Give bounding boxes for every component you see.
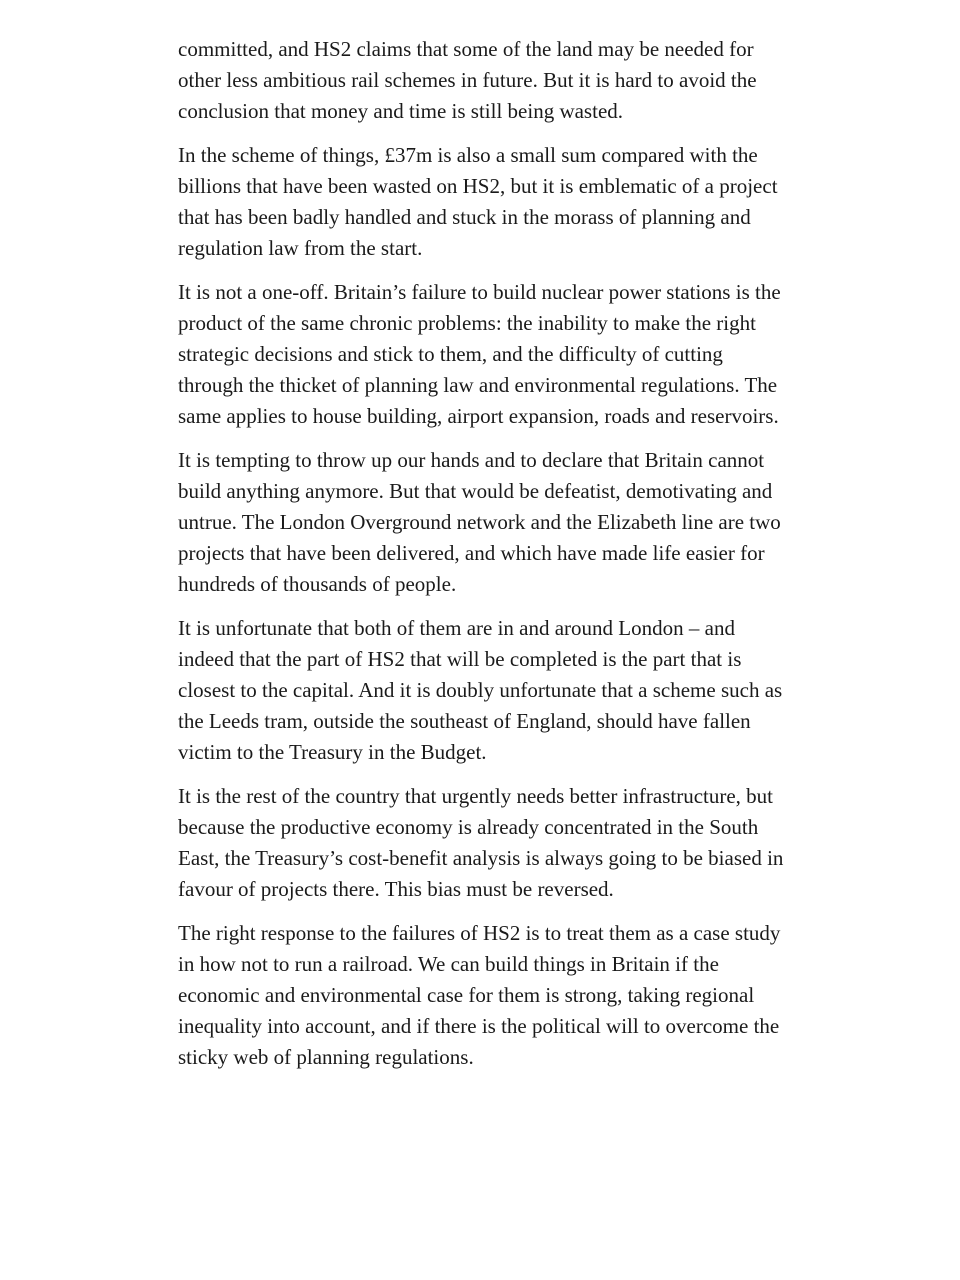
article-paragraph: It is not a one-off. Britain’s failure to build nuclear power stations is the product of the same chronic problems: the inability to make the right strategic decisions and stick to them, and the difficulty of cutting through the thicket of planning law and environmental regulations. The same applies to house building, airport expansion, roads and reservoirs. — [178, 280, 781, 428]
article-paragraph: It is the rest of the country that urgently needs better infrastructure, but because the productive economy is already concentrated in the South East, the Treasury’s cost-benefit analysis is always going to be biased in favour of projects there. This bias must be reversed. — [178, 784, 784, 901]
article-paragraph: It is tempting to throw up our hands and to declare that Britain cannot build anything anymore. But that would be defeatist, demotivating and untrue. The London Overground network and the Elizabeth line are two projects that have been delivered, and which have made life easier for hundreds of thousands of people. — [178, 448, 781, 596]
article-body — [178, 34, 790, 1086]
article-paragraph: In the scheme of things, £37m is also a small sum compared with the billions that have been wasted on HS2, but it is emblematic of a project that has been badly handled and stuck in the morass of planning and regulation law from the start. — [178, 143, 778, 260]
article-paragraph: committed, and HS2 claims that some of the land may be needed for other less ambitious rail schemes in future. But it is hard to avoid the conclusion that money and time is still being wasted. — [178, 37, 757, 123]
article-paragraph: The right response to the failures of HS2 is to treat them as a case study in how not to run a railroad. We can build things in Britain if the economic and environmental case for them is strong, taking regional inequality into account, and if there is the political will to overcome the sticky web of planning regulations. — [178, 921, 781, 1069]
article-paragraph: It is unfortunate that both of them are in and around London – and indeed that the part of HS2 that will be completed is the part that is closest to the capital. And it is doubly unfortunate that a scheme such as the Leeds tram, outside the southeast of England, should have fallen victim to the Treasury in the Budget. — [178, 616, 783, 764]
